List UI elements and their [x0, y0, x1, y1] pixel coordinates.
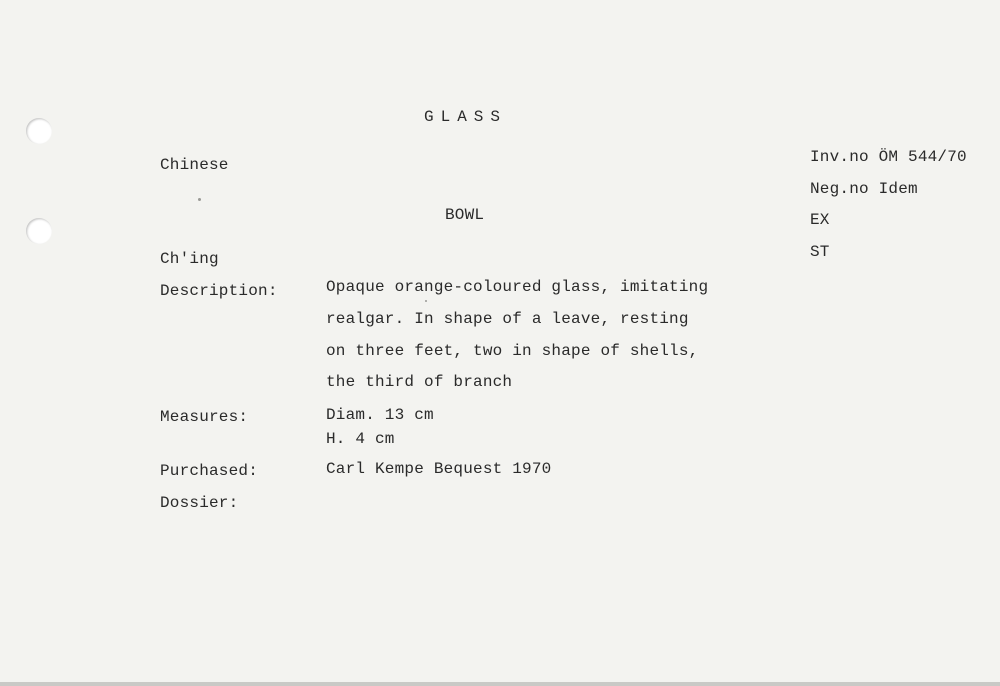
dossier-label: Dossier: [160, 494, 239, 512]
st-mark: ST [810, 243, 830, 261]
measures-label: Measures: [160, 408, 249, 426]
period-text: Ch'ing [160, 250, 219, 268]
punch-hole-bottom [26, 218, 52, 244]
measure-diameter: Diam. 13 cm [326, 406, 434, 424]
description-label: Description: [160, 282, 278, 300]
description-line: Opaque orange-coloured glass, imitating [326, 278, 709, 296]
description-line: realgar. In shape of a leave, resting [326, 310, 689, 328]
ink-speck [425, 300, 427, 302]
punch-hole-top [26, 118, 52, 144]
negative-number: Neg.no Idem [810, 180, 918, 198]
ex-mark: EX [810, 211, 830, 229]
origin-text: Chinese [160, 156, 229, 174]
description-line: the third of branch [326, 373, 513, 391]
description-line: on three feet, two in shape of shells, [326, 342, 699, 360]
inventory-number: Inv.no ÖM 544/70 [810, 148, 967, 166]
measure-height: H. 4 cm [326, 430, 395, 448]
object-type: BOWL [445, 206, 485, 224]
purchased-label: Purchased: [160, 462, 259, 480]
card-title: GLASS [424, 108, 508, 126]
ink-speck [198, 198, 201, 201]
card-bottom-edge [0, 682, 1000, 686]
purchased-value: Carl Kempe Bequest 1970 [326, 460, 552, 478]
